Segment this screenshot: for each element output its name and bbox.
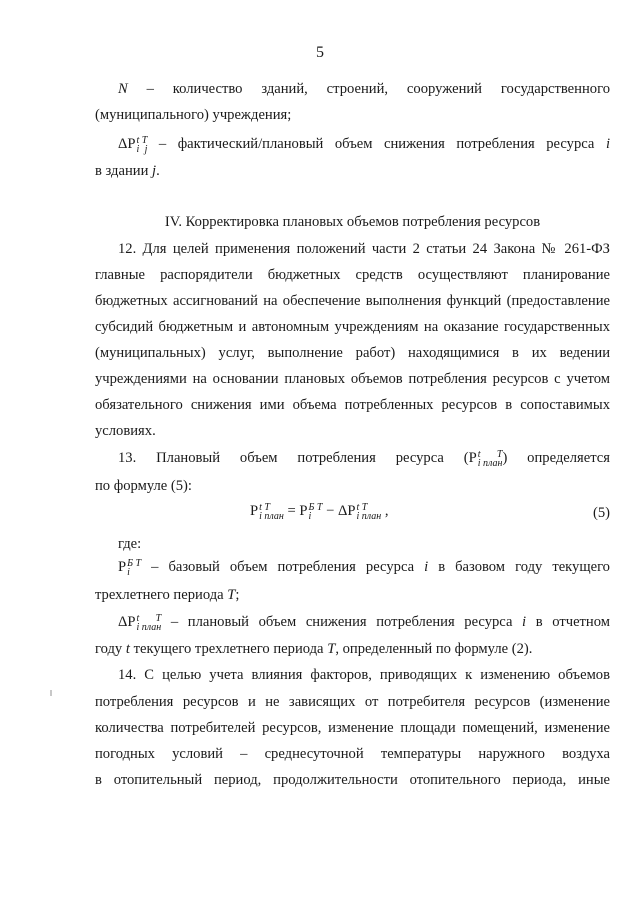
p13-line1: 13. Плановый объем потребления ресурса (Р t T i план ) определяется (118, 448, 610, 469)
p14-line: 14. С целью учета влияния факторов, приводящих к изменению объемов (118, 667, 610, 683)
p12-line: учреждениями на основании плановых объемов потребления ресурсов с учетом (95, 371, 610, 387)
p12-line: обязательного снижения ими объема потребленных ресурсов в сопоставимых (95, 397, 610, 413)
where-label: где: (118, 536, 142, 552)
def-dp-line2: в здании j. (95, 163, 160, 179)
p14-line: количества потребителей ресурсов, изменение площади помещений, изменение (95, 720, 610, 736)
def-plan-line1: ΔР t T i план – плановый объем снижения потребления ресурса i в отчетном (118, 612, 610, 633)
p13-line2: по формуле (5): (95, 478, 192, 494)
p12-line: главные распорядители бюджетных средств осуществляют планирование (95, 267, 610, 283)
p14-line: потребления ресурсов и не зависящих от потребителя ресурсов (изменение (95, 694, 610, 710)
def-base-line2: трехлетнего периода T; (95, 587, 240, 603)
section-title: IV. Корректировка плановых объемов потребления ресурсов (164, 214, 541, 230)
p14-line: в отопительный период, продолжительности отопительного периода, иные (95, 772, 610, 788)
page-number: 5 (316, 44, 324, 61)
p12-line: (муниципальных) услуг, выполнение работ) находящимися в их ведении (95, 345, 610, 361)
p12-line: 12. Для целей применения положений части 2 статьи 24 Закона № 261-ФЗ (118, 241, 610, 257)
def-n-line1: N – количество зданий, строений, сооружений государственного (118, 81, 610, 97)
def-plan-line2: году t текущего трехлетнего периода T, определенный по формуле (2). (95, 641, 533, 657)
scan-mark (50, 690, 52, 696)
formula-number: (5) (592, 505, 610, 521)
p12-line: субсидий бюджетным и автономным учреждениям на оказание государственных (95, 319, 610, 335)
def-dp-line1: ΔР t T i j – фактический/плановый объем снижения потребления ресурса i (118, 134, 610, 155)
def-n-line2: (муниципального) учреждения; (95, 107, 292, 123)
dp-symbol: ΔР t T i j (118, 134, 148, 155)
p12-line: бюджетных ассигнований на обеспечение выполнения функций (предоставление (95, 293, 610, 309)
p14-line: погодных условий – среднесуточной температуры наружного воздуха (95, 746, 610, 762)
p12-line: условиях. (95, 423, 156, 439)
formula-5: Р t T i план = Р Б T i − ΔР t T i план , (250, 501, 389, 522)
def-base-line1: Р Б T i – базовый объем потребления ресурса i в базовом году текущего (118, 557, 610, 578)
